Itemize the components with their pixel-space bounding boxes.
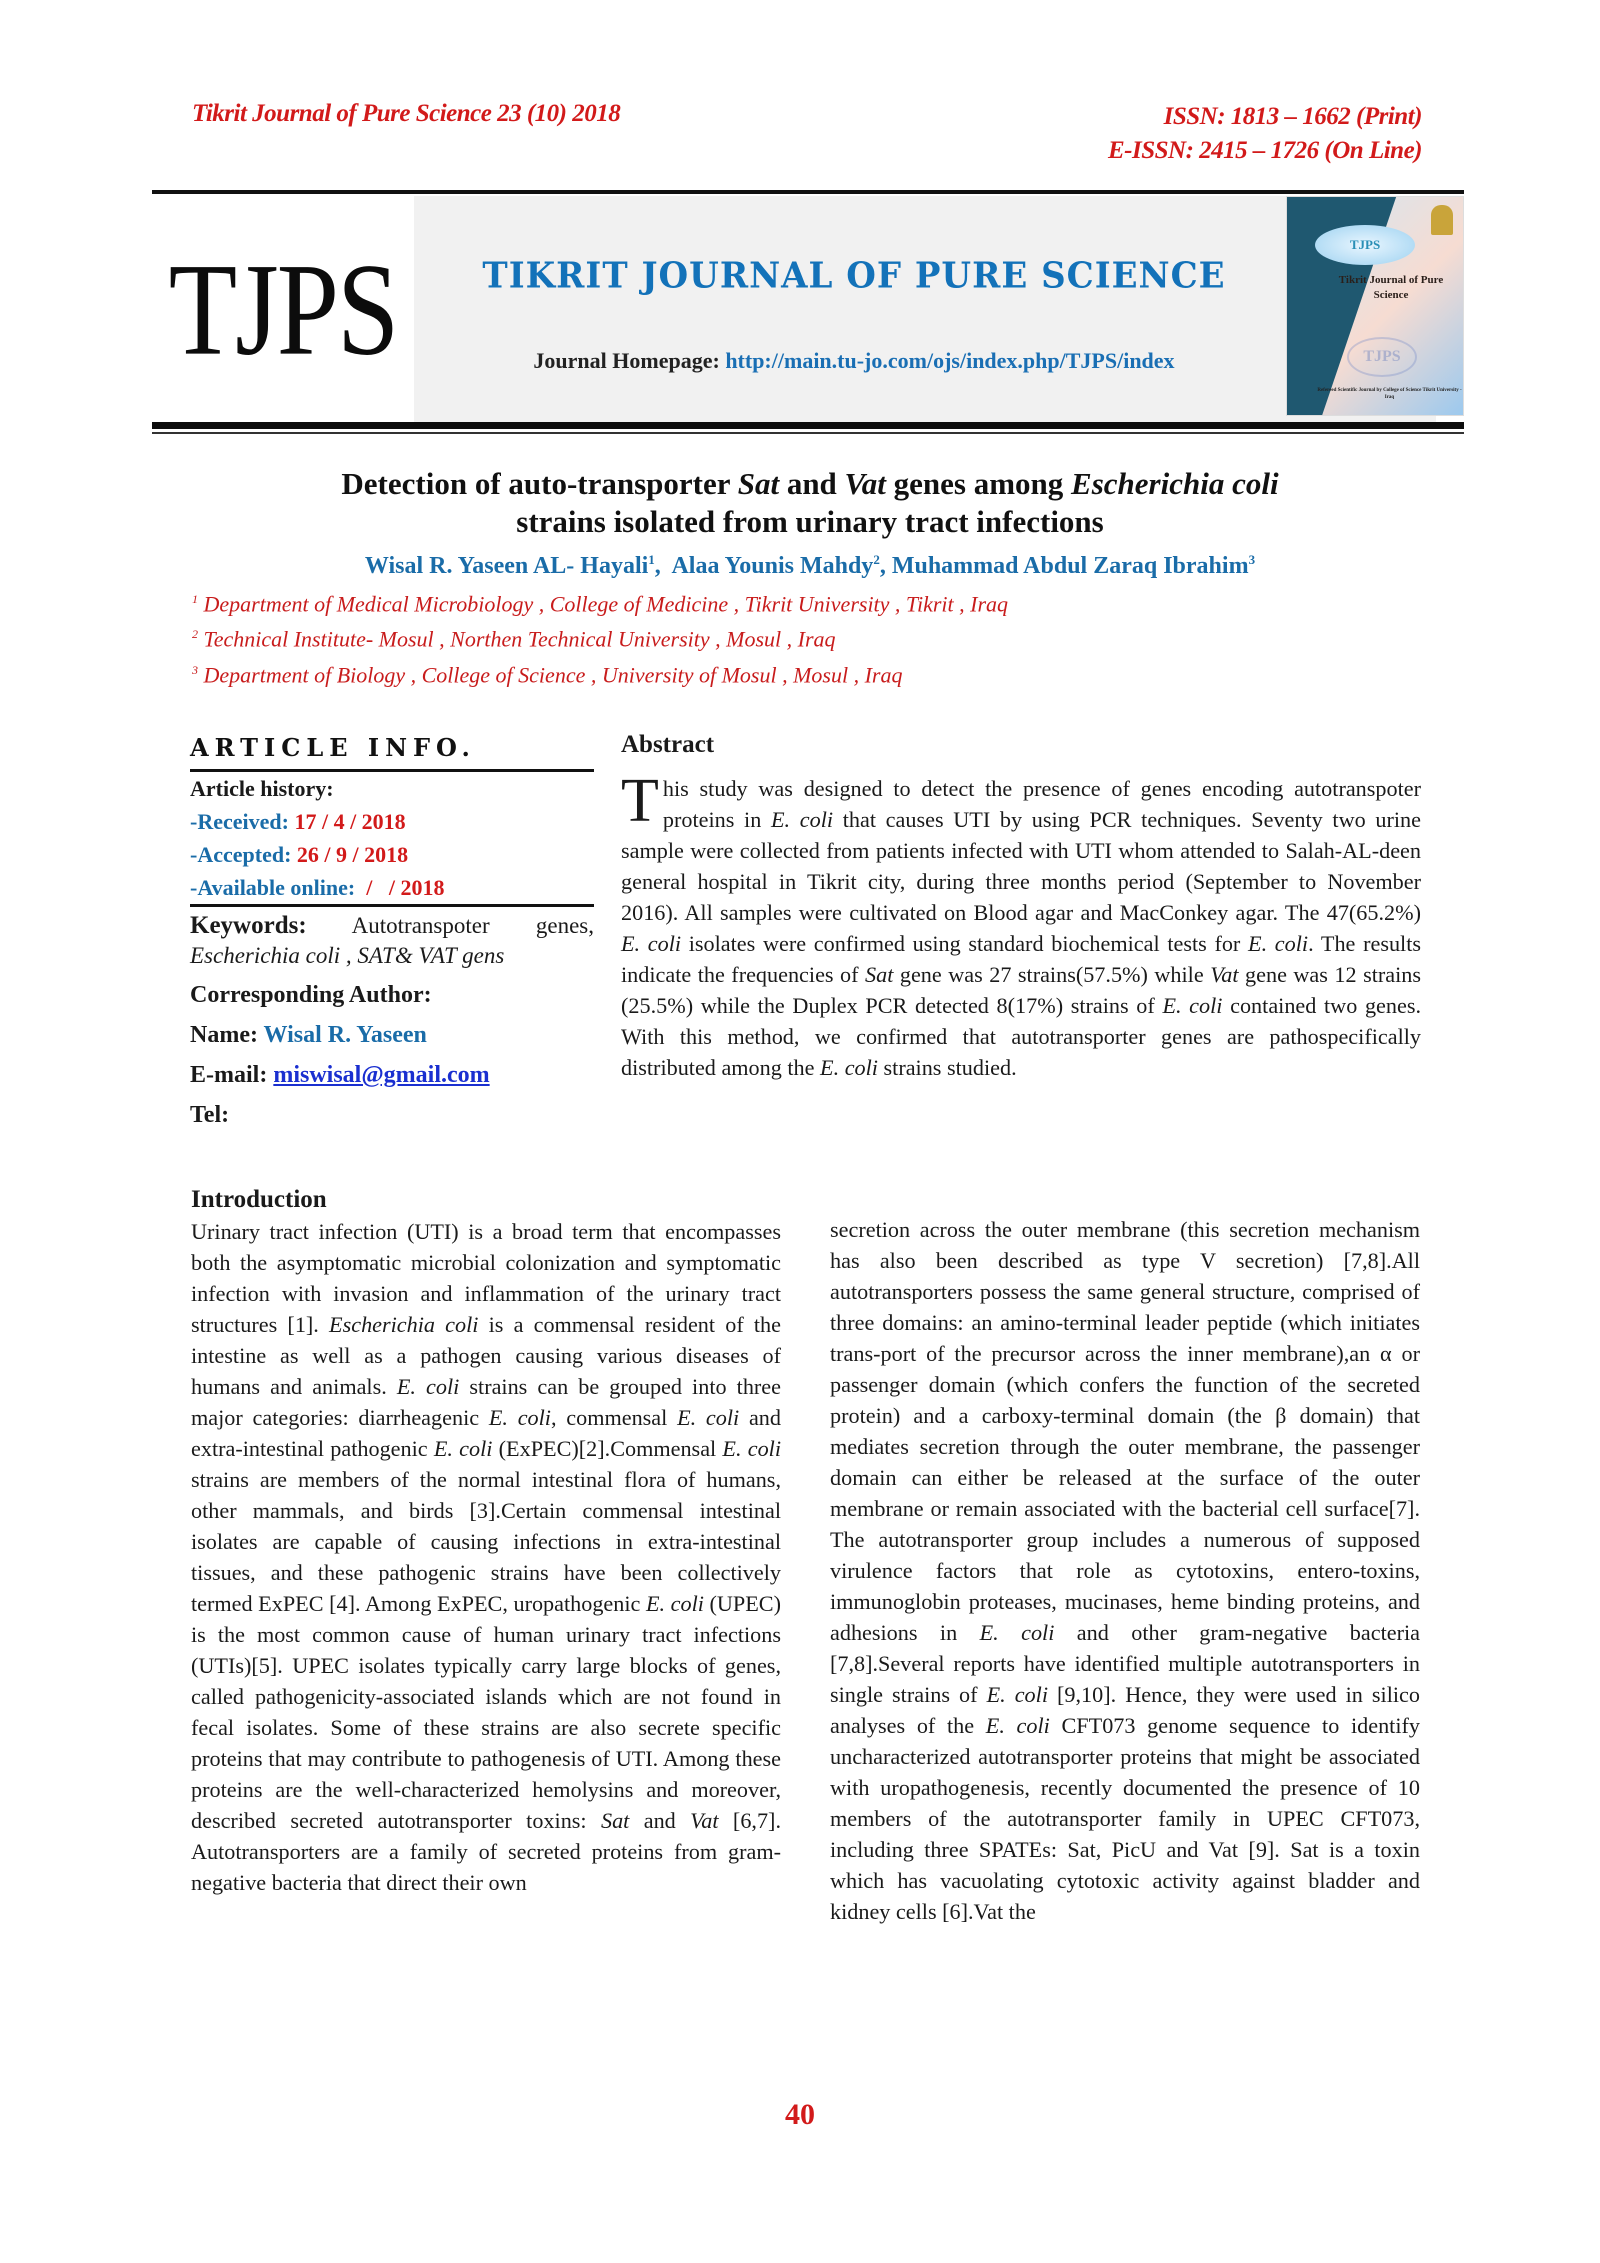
abstract-body: This study was designed to detect the presence of genes encoding autotranspoter proteins in E. coli that causes UTI by using PCR techniques. Seventy two urine sample were collected from patients infected with UTI whom attended to Salah-AL-deen general hospital in Tikrit city, during three months period (September to November 2016). All samples were cultivated on Blood agar and MacConkey agar. The 47(65.2%) E. coli isolates were confirmed using standard biochemical tests for E. coli. The results indicate the frequencies of Sat gene was 27 strains(57.5%) while Vat gene was 12 strains (25.5%) while the Duplex PCR detected 8(17%) strains of E. coli contained two genes. With this method, we confirmed that autotransporter genes are pathospecifically distributed among the E. coli strains studied. <box>621 767 1422 1080</box>
homepage-link[interactable]: http://main.tu-jo.com/ojs/index.php/TJPS/index <box>725 348 1175 373</box>
introduction-text: Urinary tract infection (UTI) is a broad term that encompasses both the asymptomatic microbial colonization and symptomatic infection with invasion and inflammation of the urinary tract structures [1]. Escherichia coli is a commensal resident of the intestine as well as a pathogen causing various diseases of humans and animals. E. coli strains can be grouped into three major categories: diarrheagenic E. coli, commensal E. coli and extra-intestinal pathogenic E. coli (ExPEC)[2].Commensal E. coli strains are members of the normal intestinal flora of humans, other mammals, and birds [3].Certain commensal intestinal isolates are capable of causing infections in extra-intestinal tissues, and these pathogenic strains have been collectively termed ExPEC [4]. Among ExPEC, uropathogenic E. coli (UPEC) is the most common cause of human urinary tract infections (UTIs)[5]. UPEC isolates typically carry large blocks of genes, called pathogenicity-associated islands which are not found in fecal isolates. Some of these strains are also secrete specific proteins that may contribute to pathogenesis of UTI. Among these proteins are the well-characterized hemolysins and moreover, described secreted autotransporter toxins: Sat and Vat [6,7]. Autotransporters are a family of secreted proteins from gram-negative bacteria that direct their own <box>191 1219 782 1895</box>
masthead <box>152 190 1464 436</box>
cover-footer: Refereed Scientific Journal by College of Science Tikrit University - Iraq <box>1317 388 1462 400</box>
corresponding-tel: Tel: <box>190 1102 230 1128</box>
author: Alaa Younis Mahdy <box>671 553 874 579</box>
university-emblem-icon <box>1431 205 1453 235</box>
cover-badge: TJPS <box>1315 225 1415 265</box>
drop-cap: T <box>621 767 659 835</box>
affiliation: $^3$ Department of Biology , College of Science , University of Mosul , Mosul , Iraq <box>192 661 903 687</box>
corresponding-name: Name: Wisal R. Yaseen <box>190 1022 427 1048</box>
page-number: 40 <box>785 2098 815 2131</box>
journal-cover-image <box>1286 196 1464 416</box>
journal-citation: Tikrit Journal of Pure Science 23 (10) 2018 <box>192 100 621 127</box>
keywords: Keywords: Autotranspoter genes, Escherichia coli , SAT& VAT gens <box>190 912 594 968</box>
introduction-column-right <box>830 1214 1420 1927</box>
received-date: -Received: 17 / 4 / 2018 <box>190 809 406 834</box>
author-list: Wisal R. Yaseen AL- Hayali$^1$, Alaa Younis Mahdy$^2$, Muhammad Abdul Zaraq Ibrahim$^3$ <box>364 552 1256 579</box>
introduction-heading: Introduction <box>191 1186 327 1213</box>
divider <box>152 432 1464 434</box>
divider <box>152 422 1464 429</box>
journal-homepage <box>414 348 1294 374</box>
journal-name: TIKRIT JOURNAL OF PURE SCIENCE <box>482 255 1226 297</box>
homepage-label: Journal Homepage: <box>533 348 726 373</box>
affiliations <box>192 584 1292 690</box>
title-block <box>180 465 1440 581</box>
issn-print: ISSN: 1813 – 1662 (Print) <box>1163 103 1422 130</box>
issn-online: E-ISSN: 2415 – 1726 (On Line) <box>1108 137 1422 164</box>
running-head <box>192 100 1422 170</box>
paper-title: Detection of auto-transporter Sat and Vat genes among Escherichia coli strains isolated from urinary tract infections <box>341 466 1279 539</box>
issn-block <box>1108 100 1422 168</box>
abstract <box>621 727 1421 1083</box>
introduction-column-left <box>191 1184 781 1898</box>
article-info-heading: ARTICLE INFO. <box>190 733 476 762</box>
introduction-text: secretion across the outer membrane (this secretion mechanism has also been described as type V secretion) [7,8].All autotransporters possess the same general structure, comprised of three domains: an amino-terminal leader peptide (which initiates trans-port of the precursor across the inner membrane),an α or passenger domain (which confers the function of the secreted protein) and a carboxy-terminal domain (the β domain) that mediates secretion through the outer membrane, the passenger domain can either be released at the surface of the outer membrane or remain associated with the bacterial cell surface[7]. The autotransporter group includes a numerous of supposed virulence factors that role as cytotoxins, entero-toxins, immunoglobin proteases, mucinases, heme binding proteins, and adhesions in E. coli and other gram-negative bacteria [7,8].Several reports have identified multiple autotransporters in single strains of E. coli [9,10]. Hence, they were used in silico analyses of the E. coli CFT073 genome sequence to identify uncharacterized autotransporter proteins that might be associated with uropathogenesis, recently documented the presence of 10 members of the autotransporter family in UPEC CFT073, including three SPATEs: Sat, PicU and Vat [9]. Sat is a toxin which has vacuolating cytotoxic activity against bladder and kidney cells [6].Vat the <box>830 1217 1420 1924</box>
corresponding-email: E-mail: miswisal@gmail.com <box>190 1062 490 1088</box>
corresponding-author-label: Corresponding Author: <box>190 982 432 1008</box>
article-info <box>190 733 594 1135</box>
author: Muhammad Abdul Zaraq Ibrahim <box>891 553 1249 579</box>
accepted-date: -Accepted: 26 / 9 / 2018 <box>190 842 409 867</box>
abstract-heading: Abstract <box>621 731 715 758</box>
affiliation: $^1$ Department of Medical Microbiology , College of Medicine , Tikrit University , Tikrit , Iraq <box>192 591 1009 617</box>
journal-banner <box>414 196 1436 426</box>
email-link[interactable]: miswisal@gmail.com <box>273 1062 490 1088</box>
cover-watermark: TJPS <box>1347 337 1417 377</box>
cover-title: Tikrit Journal of Pure Science <box>1338 274 1444 301</box>
history-label: Article history: <box>190 776 334 801</box>
journal-logo: TJPS <box>168 236 398 383</box>
author: Wisal R. Yaseen AL- Hayali <box>364 553 649 579</box>
online-date: -Available online: / / 2018 <box>190 875 445 900</box>
affiliation: $^2$ Technical Institute- Mosul , Northen Technical University , Mosul , Iraq <box>192 626 836 652</box>
